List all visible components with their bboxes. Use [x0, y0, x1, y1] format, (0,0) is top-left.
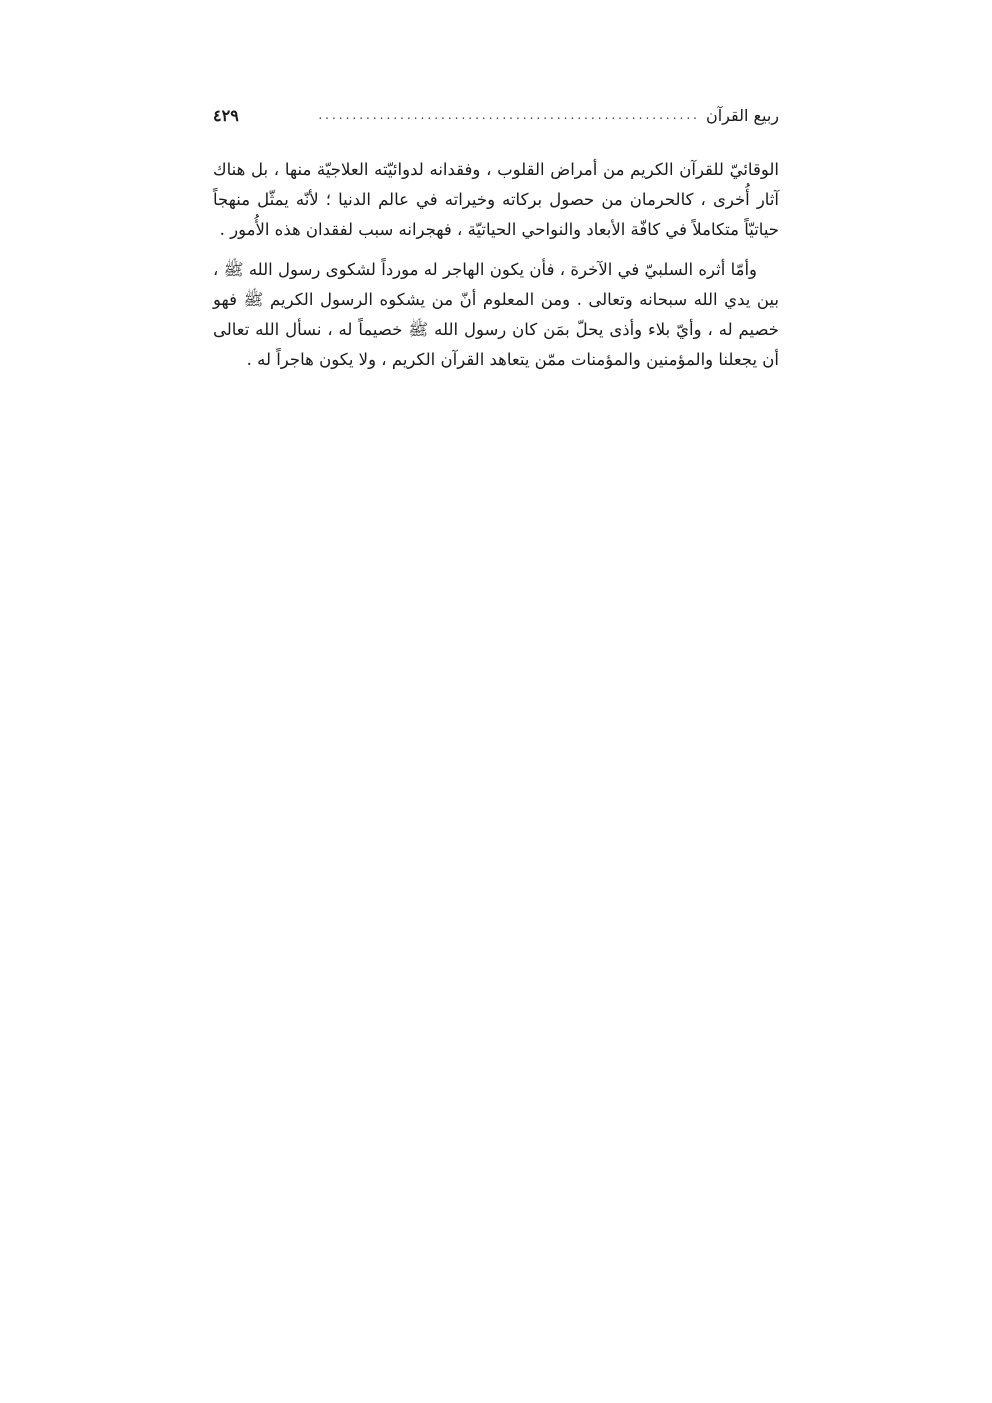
leader-dots: ........................................................ — [318, 108, 700, 122]
running-title: ربيع القرآن — [705, 105, 779, 125]
paragraph-1: الوقائيّ للقرآن الكريم من أمراض القلوب ، وفقدانه لدوائيّته العلاجيّة منها ، بل هناك آثار أُخرى ، كالحرمان من حصول بركاته وخيراته في عالم الدنيا ؛ لأنّه يمثّل منهجاً حياتيّاً متكاملاً في كافّة الأبعاد والنواحي الحياتيّة ، فهجرانه سبب لفقدان هذه الأُمور . — [213, 160, 779, 239]
paragraph-2: وأمّا أثره السلبيّ في الآخرة ، فأن يكون الهاجر له مورداً لشكوى رسول الله ﷺ ، بين يدي الله سبحانه وتعالى . ومن المعلوم أنّ من يشكوه الرسول الكريم ﷺ فهو خصيم له ، وأيّ بلاء وأذى يحلّ بمَن كان رسول الله ﷺ خصيماً له ، نسأل الله تعالى أن يجعلنا والمؤمنين والمؤمنات ممّن يتعاهد القرآن الكريم ، ولا يكون هاجراً له . — [213, 260, 779, 369]
page-header — [213, 100, 779, 130]
text-body — [213, 155, 779, 385]
page-number: ٤٢٩ — [213, 105, 239, 125]
